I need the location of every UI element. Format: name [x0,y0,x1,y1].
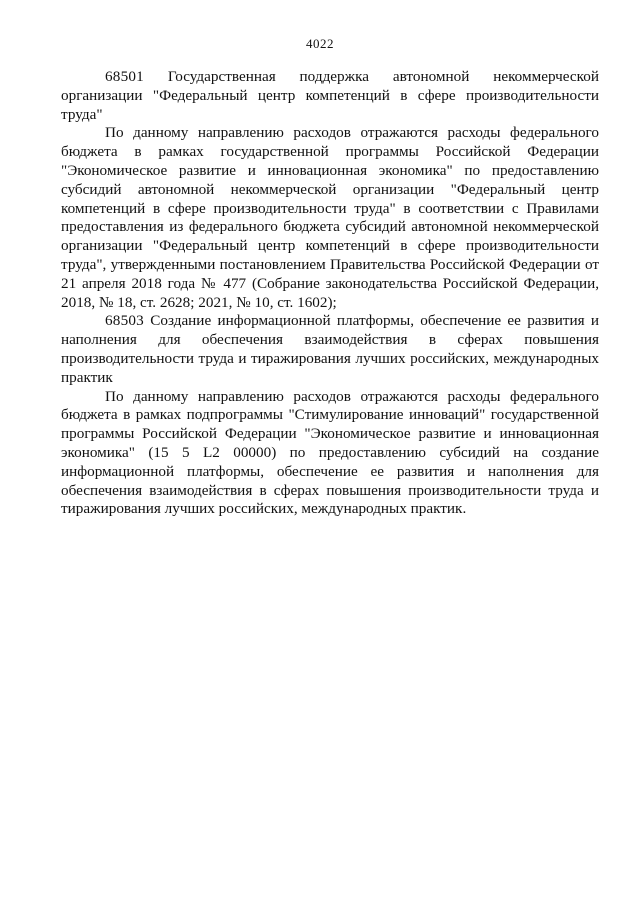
section-title: Создание информационной платформы, обеспечение ее развития и наполнения для обеспечения взаимодействия в сферах повышения производительности труда и тиражирования лучших российских, международных практик [61,312,600,386]
section-title: Государственная поддержка автономной некоммерческой организации "Федеральный центр компетенций в сфере производительности труда" [61,68,599,123]
page-number: 4022 [306,36,334,51]
section-68501 [61,68,599,312]
section-68503 [61,312,599,519]
section-code: 68501 [105,68,144,85]
section-body: По данному направлению расходов отражаются расходы федерального бюджета в рамках подпрограммы "Стимулирование инноваций" государственной программы Российской Федерации "Экономическое развитие и инновационная экономика" (15 5 L2 00000) по предоставлению субсидий на создание информационной платформы, обеспечение ее развития и наполнения для обеспечения взаимодействия в сферах повышения производительности труда и тиражирования лучших российских, международных практик. [61,387,599,518]
section-body: По данному направлению расходов отражаются расходы федерального бюджета в рамках государственной программы Российской Федерации "Экономическое развитие и инновационная экономика" по предоставлению субсидий автономной некоммерческой организации "Федеральный центр компетенций в сфере производительности труда" в соответствии с Правилами предоставления из федерального бюджета субсидий автономной некоммерческой организации "Федеральный центр компетенций в сфере производительности труда", утвержденными постановлением Правительства Российской Федерации от 21 апреля 2018 года № 477 (Собрание законодательства Российской Федерации, 2018, № 18, ст. 2628; 2021, № 10, ст. 1602); [61,124,599,311]
document-body [61,68,599,519]
section-heading [61,68,599,124]
section-code: 68503 [105,312,144,330]
section-heading [61,312,599,387]
